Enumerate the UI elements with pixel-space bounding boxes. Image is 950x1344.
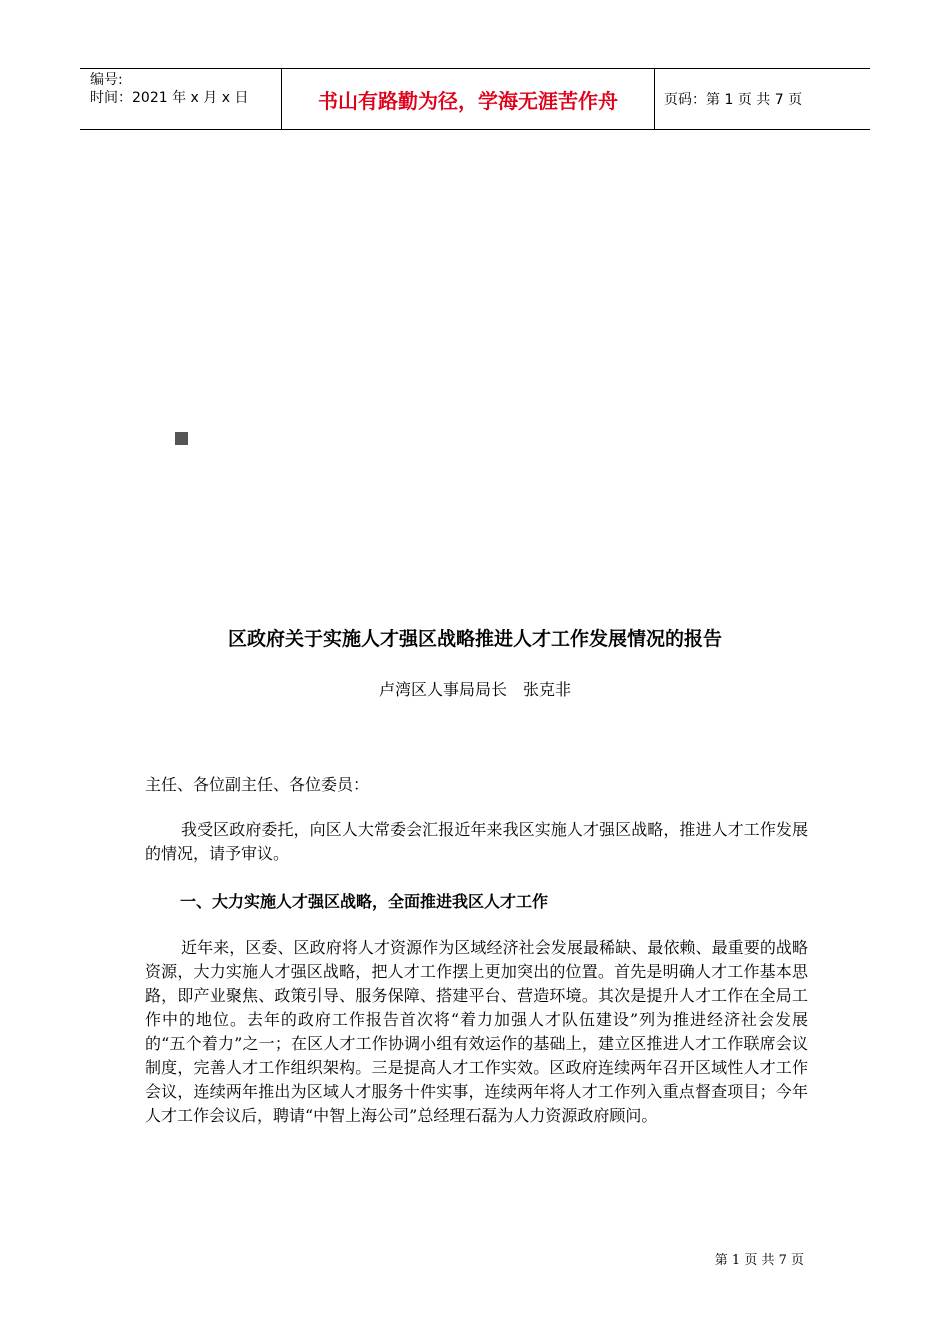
square-bullet-icon [175, 432, 188, 445]
salutation: 主任、各位副主任、各位委员： [145, 775, 370, 794]
header-page-number: 页码：第 1 页 共 7 页 [664, 92, 803, 108]
document-title: 区政府关于实施人才强区战略推进人才工作发展情况的报告 [227, 628, 722, 650]
intro-paragraph: 我受区政府委托，向区人大常委会汇报近年来我区实施人才强区战略，推进人才工作发展的情况，请予审议。 [145, 820, 808, 863]
document-time-label: 时间：2021 年 x 月 x 日 [90, 90, 249, 106]
section-heading: 一、大力实施人才强区战略，全面推进我区人才工作 [180, 892, 549, 911]
page-header [80, 68, 870, 130]
document-number-label: 编号: [90, 72, 123, 88]
footer-page-number: 第 1 页 共 7 页 [714, 1253, 804, 1268]
header-meta [80, 69, 282, 129]
document-author: 卢湾区人事局局长 张克非 [378, 680, 571, 699]
header-motto: 书山有路勤为径，学海无涯苦作舟 [282, 69, 655, 129]
body-paragraph: 近年来，区委、区政府将人才资源作为区域经济社会发展最稀缺、最依赖、最重要的战略资源，大力实施人才强区战略，把人才工作摆上更加突出的位置。首先是明确人才工作基本思路，即产业聚焦、政策引导、服务保障、搭建平台、营造环境。其次是提升人才工作在全局工作中的地位。去年的政府工作报告首次将“着力加强人才队伍建设”列为推进经济社会发展的“五个着力”之一；在区人才工作协调小组有效运作的基础上，建立区推进人才工作联席会议制度，完善人才工作组织架构。三是提高人才工作实效。区政府连续两年召开区域性人才工作会议，连续两年推出为区域人才服务十件实事，连续两年将人才工作列入重点督查项目；今年人才工作会议后，聘请“中智上海公司”总经理石磊为人力资源政府顾问。 [145, 938, 808, 1125]
